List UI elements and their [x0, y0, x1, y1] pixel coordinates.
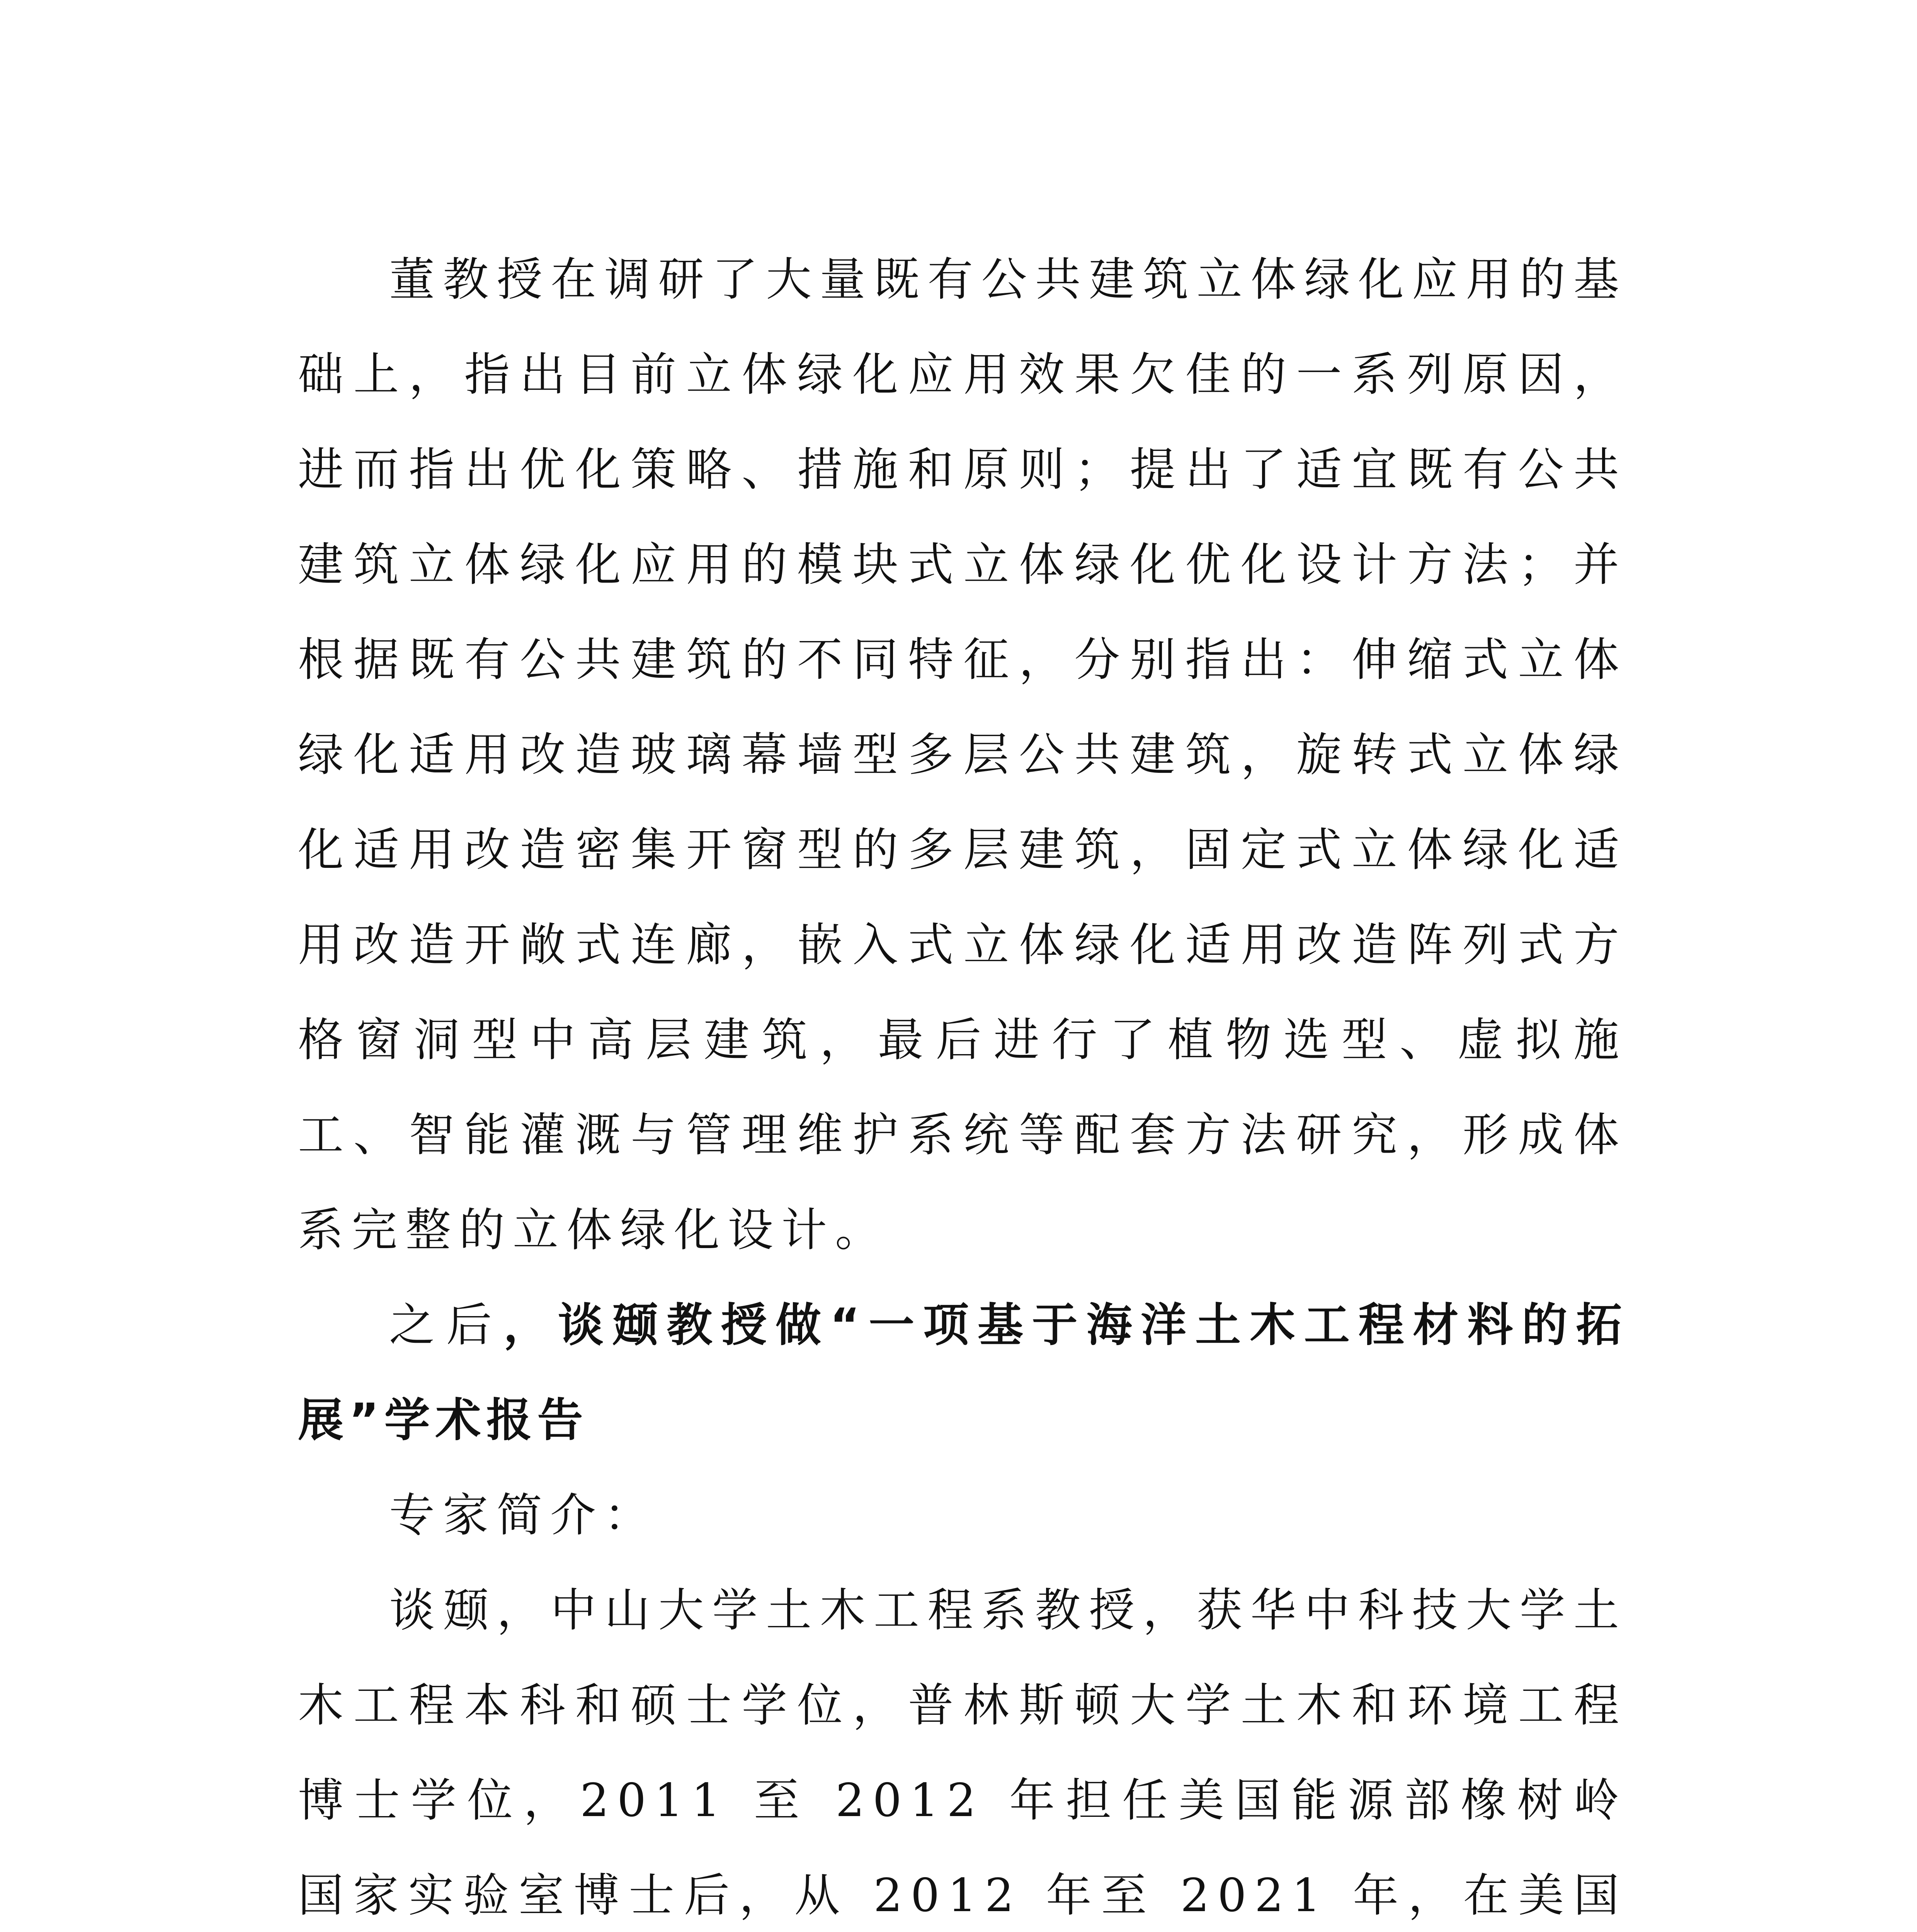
paragraph-text: 谈颋，中山大学土木工程系教授，获华中科技大学土木工程本科和硕士学位，普林斯顿大学土木和环境工程博士学位，2011 至 2012 年担任美国能源部橡树岭国家实验室博士后，从 2012 年至 2021 年，在美国	[298, 1583, 1627, 1922]
paragraph-report-heading	[298, 1277, 1627, 1468]
paragraph-text: 专家简介：	[389, 1488, 658, 1542]
body-text	[298, 232, 1627, 1932]
heading-bold-title: ，谈颋教授做“一项基于海洋土木工程材料的拓展”学术报告	[298, 1298, 1627, 1447]
paragraph-expert-intro-label	[298, 1468, 1627, 1563]
paragraph-dong-summary	[298, 232, 1627, 1277]
paragraph-tan-bio	[298, 1563, 1627, 1932]
paragraph-text: 董教授在调研了大量既有公共建筑立体绿化应用的基础上，指出目前立体绿化应用效果欠佳的一系列原因，进而指出优化策略、措施和原则；提出了适宜既有公共建筑立体绿化应用的模块式立体绿化优化设计方法；并根据既有公共建筑的不同特征，分别指出：伸缩式立体绿化适用改造玻璃幕墙型多层公共建筑，旋转式立体绿化适用改造密集开窗型的多层建筑，固定式立体绿化适用改造开敞式连廊，嵌入式立体绿化适用改造阵列式方格窗洞型中高层建筑，最后进行了植物选型、虚拟施工、智能灌溉与管理维护系统等配套方法研究，形成体系完整的立体绿化设计。	[298, 253, 1627, 1257]
heading-lead: 之后	[389, 1298, 503, 1352]
